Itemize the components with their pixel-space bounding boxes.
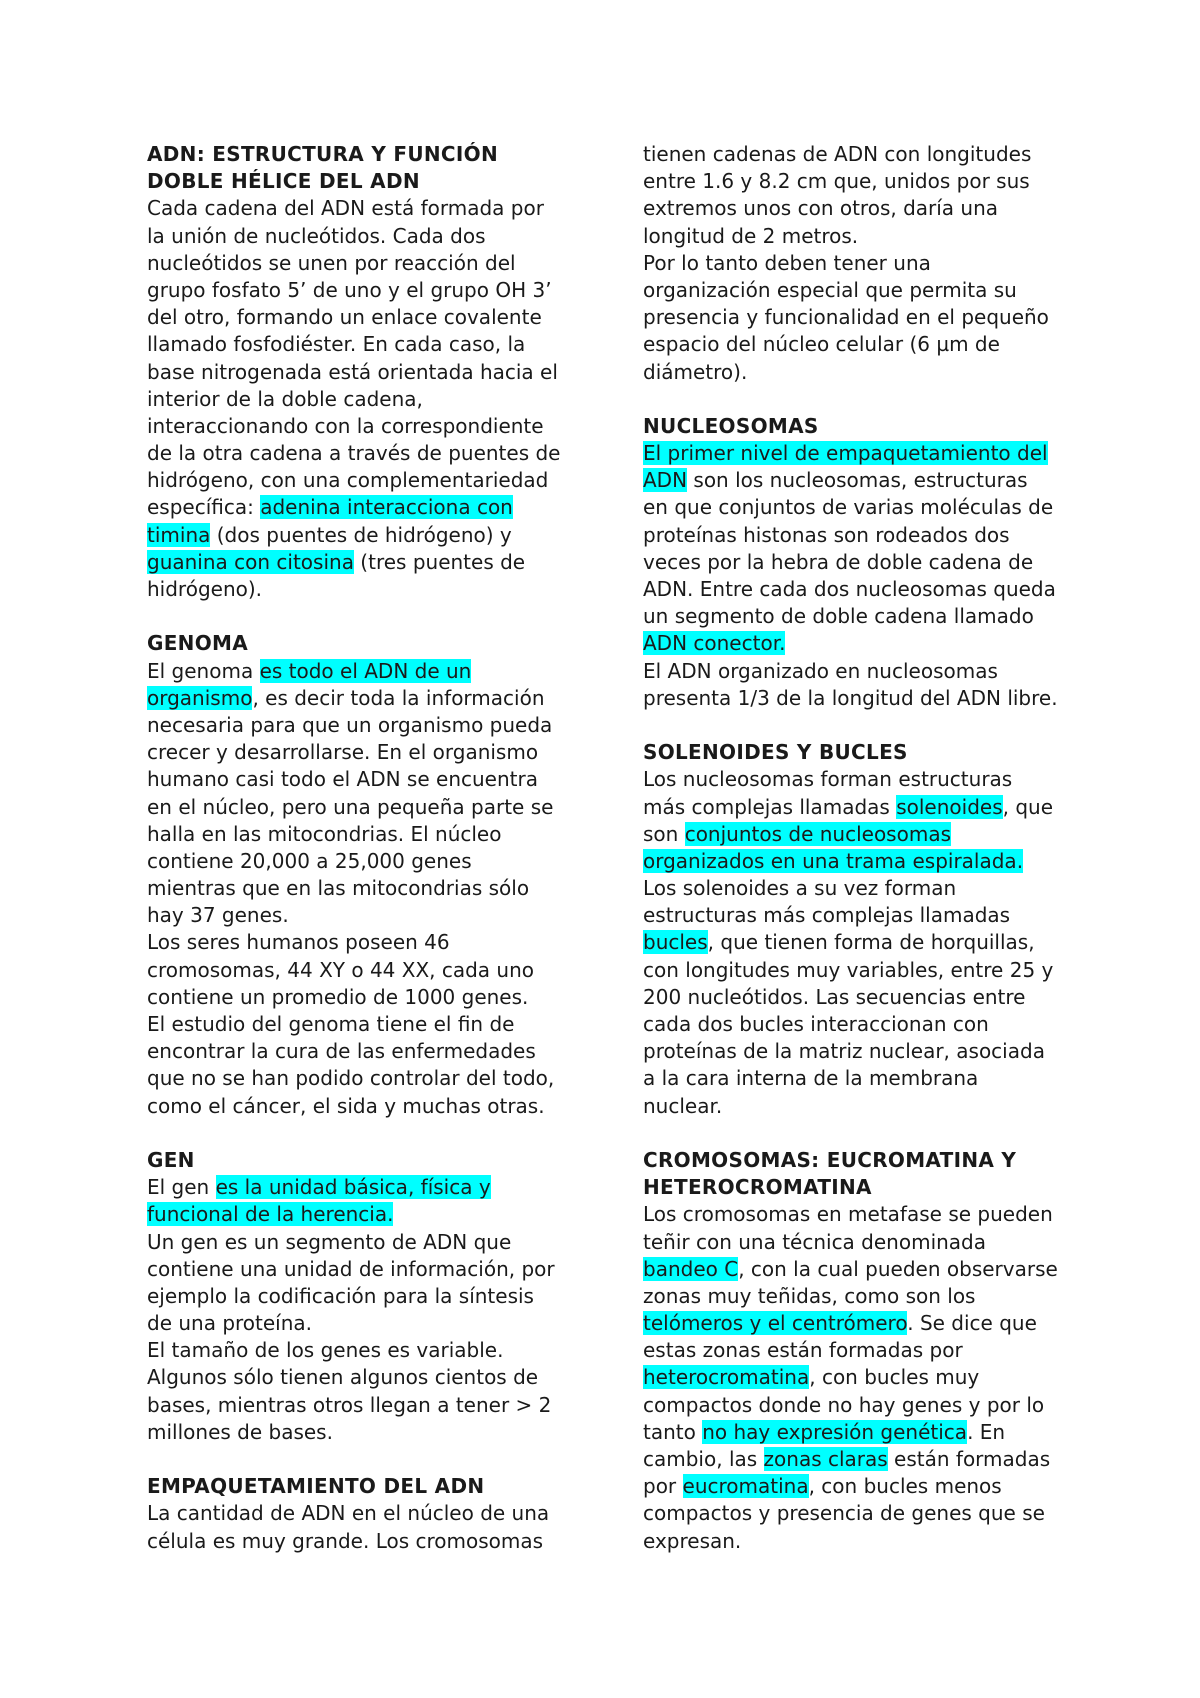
highlighted-text: telómeros y el centrómero <box>643 1311 908 1336</box>
text-segment: por <box>643 1474 683 1499</box>
text-segment: nuclear. <box>643 1093 723 1118</box>
text-segment: cambio, las <box>643 1447 764 1471</box>
section-heading <box>643 739 1073 766</box>
paragraph-gap <box>147 1120 567 1147</box>
text-line <box>643 957 1073 984</box>
highlighted-text: heterocromatina <box>643 1365 810 1390</box>
text-segment: están formadas <box>887 1447 1051 1471</box>
text-segment: zonas muy teñidas, como son los <box>643 1283 976 1308</box>
text-segment: grupo fosfato 5’ de uno y el grupo OH 3’ <box>147 277 552 302</box>
text-line <box>147 1364 567 1391</box>
highlighted-text: El primer nivel de empaquetamiento del <box>643 441 1048 466</box>
text-segment: , que tienen forma de horquillas, <box>707 930 1035 955</box>
text-segment: contiene una unidad de información, por <box>147 1256 555 1281</box>
text-line <box>643 359 1073 386</box>
text-line <box>147 467 567 494</box>
text-line <box>643 1392 1073 1419</box>
text-segment: halla en las mitocondrias. El núcleo <box>147 821 502 846</box>
section-heading <box>147 1147 567 1174</box>
text-line <box>147 250 567 277</box>
text-segment: millones de bases. <box>147 1419 333 1444</box>
text-line <box>147 304 567 331</box>
text-line <box>147 1283 567 1310</box>
text-line <box>643 984 1073 1011</box>
text-line <box>147 848 567 875</box>
text-segment: crecer y desarrollarse. En el organismo <box>147 740 539 765</box>
text-line <box>147 359 567 386</box>
text-segment: entre 1.6 y 8.2 cm que, unidos por sus <box>643 169 1030 194</box>
text-segment: El estudio del genoma tiene el fin de <box>147 1012 515 1036</box>
highlighted-text: no hay expresión genética <box>702 1419 968 1444</box>
text-segment: espacio del núcleo celular (6 µm de <box>643 332 1000 357</box>
text-segment: , con bucles muy <box>809 1365 980 1390</box>
text-segment: estructuras más complejas llamadas <box>643 903 1011 928</box>
text-segment: organización especial que permita su <box>643 277 1017 302</box>
text-segment: ADN: ESTRUCTURA Y FUNCIÓN <box>147 142 498 166</box>
text-segment: necesaria para que un organismo pueda <box>147 712 553 737</box>
text-segment: tienen cadenas de ADN con longitudes <box>643 142 1032 166</box>
text-segment: 200 nucleótidos. Las secuencias entre <box>643 984 1026 1009</box>
text-segment: un segmento de doble cadena llamado <box>643 604 1034 629</box>
text-segment: , que <box>1002 794 1054 819</box>
text-segment: humano casi todo el ADN se encuentra <box>147 767 538 792</box>
section-heading <box>643 1174 1073 1201</box>
text-line <box>643 250 1073 277</box>
text-line <box>147 1174 567 1201</box>
text-segment: a la cara interna de la membrana <box>643 1066 979 1091</box>
text-segment: proteínas histonas son rodeados dos <box>643 522 1010 547</box>
text-segment: GENOMA <box>147 631 248 656</box>
text-segment: tanto <box>643 1419 703 1444</box>
text-line <box>643 494 1073 521</box>
text-segment: interior de la doble cadena, <box>147 386 423 411</box>
text-segment: hidrógeno). <box>147 577 263 601</box>
highlighted-text: conjuntos de nucleosomas <box>684 821 951 846</box>
text-segment: encontrar la cura de las enfermedades <box>147 1039 536 1064</box>
text-segment: cromosomas, 44 XY o 44 XX, cada uno <box>147 957 535 982</box>
highlighted-text: zonas claras <box>763 1447 888 1471</box>
text-line <box>643 1229 1073 1256</box>
text-line <box>147 1256 567 1283</box>
text-segment: longitud de 2 metros. <box>643 223 859 248</box>
text-line <box>643 1310 1073 1337</box>
text-line <box>643 685 1073 712</box>
text-segment: El gen <box>147 1175 216 1200</box>
text-segment: compactos donde no hay genes y por lo <box>643 1392 1045 1417</box>
text-segment: DOBLE HÉLICE DEL ADN <box>147 169 420 194</box>
text-line <box>147 984 567 1011</box>
text-line <box>643 848 1073 875</box>
text-segment: Algunos sólo tienen algunos cientos de <box>147 1365 539 1390</box>
text-line <box>147 821 567 848</box>
text-segment: , es decir toda la información <box>252 685 545 710</box>
text-segment: extremos unos con otros, daría una <box>643 196 999 221</box>
text-line <box>147 413 567 440</box>
text-line <box>147 902 567 929</box>
text-line <box>643 1201 1073 1228</box>
text-line <box>643 304 1073 331</box>
text-line <box>643 929 1073 956</box>
text-line <box>147 522 567 549</box>
text-line <box>643 1500 1073 1527</box>
text-line <box>643 1093 1073 1120</box>
text-segment: ADN. Entre cada dos nucleosomas queda <box>643 577 1056 601</box>
highlighted-text: organismo <box>147 685 253 710</box>
text-segment: Por lo tanto deben tener una <box>643 250 931 275</box>
text-line <box>643 1283 1073 1310</box>
text-line <box>147 223 567 250</box>
text-line <box>643 821 1073 848</box>
text-segment: . Se dice que <box>907 1311 1037 1336</box>
text-segment: del otro, formando un enlace covalente <box>147 305 542 330</box>
text-segment: como el cáncer, el sida y muchas otras. <box>147 1093 545 1118</box>
text-segment: El tamaño de los genes es variable. <box>147 1338 504 1363</box>
text-segment: bases, mientras otros llegan a tener > 2 <box>147 1392 552 1417</box>
text-segment: , con bucles menos <box>808 1474 1002 1499</box>
text-line <box>147 1229 567 1256</box>
paragraph-gap <box>643 1120 1073 1147</box>
text-segment: de la otra cadena a través de puentes de <box>147 441 561 466</box>
highlighted-text: bandeo C <box>643 1256 739 1281</box>
text-line <box>643 794 1073 821</box>
text-segment: Los solenoides a su vez forman <box>643 876 957 901</box>
text-line <box>643 277 1073 304</box>
text-segment: Un gen es un segmento de ADN que <box>147 1229 512 1254</box>
text-segment: teñir con una técnica denominada <box>643 1229 987 1254</box>
text-line <box>643 141 1073 168</box>
text-line <box>643 766 1073 793</box>
text-segment: (tres puentes de <box>353 549 526 574</box>
text-line <box>643 440 1073 467</box>
text-line <box>147 658 567 685</box>
highlighted-text: timina <box>147 522 211 547</box>
text-line <box>643 1337 1073 1364</box>
text-segment: Los cromosomas en metafase se pueden <box>643 1202 1053 1227</box>
text-segment: Los nucleosomas forman estructuras <box>643 767 1013 792</box>
text-line <box>147 875 567 902</box>
text-line <box>147 766 567 793</box>
text-line <box>147 1500 567 1527</box>
text-line <box>147 685 567 712</box>
text-segment: Los seres humanos poseen 46 <box>147 930 450 955</box>
text-segment: base nitrogenada está orientada hacia el <box>147 359 558 384</box>
text-segment: contiene 20,000 a 25,000 genes <box>147 848 472 873</box>
highlighted-text: solenoides <box>896 794 1003 819</box>
text-segment: hay 37 genes. <box>147 903 289 928</box>
text-segment: CROMOSOMAS: EUCROMATINA Y <box>643 1147 1017 1172</box>
highlighted-text: eucromatina <box>682 1474 809 1499</box>
text-line <box>643 658 1073 685</box>
text-segment: con longitudes muy variables, entre 25 y <box>643 957 1054 982</box>
text-segment: son los nucleosomas, estructuras <box>687 468 1028 493</box>
text-line <box>643 195 1073 222</box>
text-segment: en que conjuntos de varias moléculas de <box>643 495 1054 520</box>
text-line <box>147 1201 567 1228</box>
highlighted-text: es todo el ADN de un <box>259 658 472 683</box>
text-segment: llamado fosfodiéster. En cada caso, la <box>147 332 526 357</box>
text-segment: . En <box>967 1419 1006 1444</box>
paragraph-gap <box>643 712 1073 739</box>
text-segment: que no se han podido controlar del todo, <box>147 1066 555 1091</box>
text-line <box>147 277 567 304</box>
text-line <box>643 630 1073 657</box>
highlighted-text: bucles <box>643 930 708 955</box>
highlighted-text: es la unidad básica, física y <box>215 1175 491 1200</box>
text-segment: expresan. <box>643 1528 742 1553</box>
text-line <box>147 440 567 467</box>
text-line <box>643 1528 1073 1555</box>
text-segment: presenta 1/3 de la longitud del ADN libre. <box>643 685 1058 710</box>
text-segment: mientras que en las mitocondrias sólo <box>147 876 530 901</box>
text-line <box>147 494 567 521</box>
text-segment: veces por la hebra de doble cadena de <box>643 549 1034 574</box>
text-line <box>147 1337 567 1364</box>
highlighted-text: funcional de la herencia. <box>147 1202 394 1227</box>
text-line <box>643 549 1073 576</box>
text-segment: célula es muy grande. Los cromosomas <box>147 1528 544 1553</box>
text-line <box>643 1011 1073 1038</box>
text-line <box>643 467 1073 494</box>
text-segment: cada dos bucles interaccionan con <box>643 1012 989 1036</box>
section-heading <box>643 413 1073 440</box>
text-segment: presencia y funcionalidad en el pequeño <box>643 305 1049 330</box>
text-segment: EMPAQUETAMIENTO DEL ADN <box>147 1474 485 1499</box>
text-line <box>147 331 567 358</box>
section-heading <box>147 1473 567 1500</box>
text-segment: interaccionando con la correspondiente <box>147 413 544 438</box>
text-line <box>643 168 1073 195</box>
text-line <box>643 603 1073 630</box>
text-line <box>643 1065 1073 1092</box>
text-line <box>147 1528 567 1555</box>
text-line <box>643 875 1073 902</box>
text-segment: son <box>643 821 685 846</box>
highlighted-text: adenina interacciona con <box>260 495 513 520</box>
text-line <box>147 386 567 413</box>
text-line <box>147 712 567 739</box>
text-line <box>147 549 567 576</box>
text-segment: SOLENOIDES Y BUCLES <box>643 740 908 765</box>
text-segment: El ADN organizado en nucleosomas <box>643 658 998 683</box>
paragraph-gap <box>643 386 1073 413</box>
text-segment: específica: <box>147 495 261 520</box>
text-line <box>643 576 1073 603</box>
text-line <box>643 902 1073 929</box>
text-segment: HETEROCROMATINA <box>643 1175 872 1200</box>
highlighted-text: ADN <box>643 468 688 493</box>
text-segment: en el núcleo, pero una pequeña parte se <box>147 794 554 819</box>
text-line <box>643 1419 1073 1446</box>
text-segment: hidrógeno, con una complementariedad <box>147 468 549 493</box>
text-segment: estas zonas están formadas por <box>643 1338 963 1363</box>
text-line <box>643 1446 1073 1473</box>
right-column <box>643 141 1073 1555</box>
text-line <box>147 1392 567 1419</box>
text-segment: ejemplo la codificación para la síntesis <box>147 1283 534 1308</box>
text-line <box>147 1065 567 1092</box>
text-line <box>147 1093 567 1120</box>
text-line <box>643 522 1073 549</box>
text-line <box>147 576 567 603</box>
text-line <box>643 1256 1073 1283</box>
text-segment: nucleótidos se unen por reacción del <box>147 250 516 275</box>
text-line <box>147 1038 567 1065</box>
text-segment: El genoma <box>147 658 260 683</box>
text-line <box>643 223 1073 250</box>
text-line <box>643 1473 1073 1500</box>
text-line <box>147 1310 567 1337</box>
section-heading <box>643 1147 1073 1174</box>
text-line <box>147 1419 567 1446</box>
text-line <box>147 195 567 222</box>
text-segment: contiene un promedio de 1000 genes. <box>147 984 529 1009</box>
text-segment: La cantidad de ADN en el núcleo de una <box>147 1501 550 1526</box>
text-segment: más complejas llamadas <box>643 794 897 819</box>
text-line <box>643 331 1073 358</box>
section-heading <box>147 630 567 657</box>
section-heading <box>147 141 567 168</box>
text-segment: la unión de nucleótidos. Cada dos <box>147 223 486 248</box>
text-segment: diámetro). <box>643 359 748 384</box>
section-heading <box>147 168 567 195</box>
text-segment: NUCLEOSOMAS <box>643 413 819 438</box>
text-line <box>147 739 567 766</box>
text-line <box>147 957 567 984</box>
text-line <box>147 794 567 821</box>
paragraph-gap <box>147 603 567 630</box>
text-line <box>643 1038 1073 1065</box>
text-line <box>643 1364 1073 1391</box>
text-segment: (dos puentes de hidrógeno) y <box>210 522 512 547</box>
highlighted-text: guanina con citosina <box>147 549 354 574</box>
highlighted-text: ADN conector. <box>643 631 786 656</box>
text-line <box>147 1011 567 1038</box>
left-column <box>147 141 567 1555</box>
text-segment: GEN <box>147 1147 195 1172</box>
text-segment: Cada cadena del ADN está formada por <box>147 196 544 221</box>
text-segment: compactos y presencia de genes que se <box>643 1501 1045 1526</box>
text-segment: de una proteína. <box>147 1311 313 1336</box>
highlighted-text: organizados en una trama espiralada. <box>643 848 1024 873</box>
paragraph-gap <box>147 1446 567 1473</box>
text-line <box>147 929 567 956</box>
text-segment: proteínas de la matriz nuclear, asociada <box>643 1039 1045 1064</box>
text-segment: , con la cual pueden observarse <box>738 1256 1058 1281</box>
